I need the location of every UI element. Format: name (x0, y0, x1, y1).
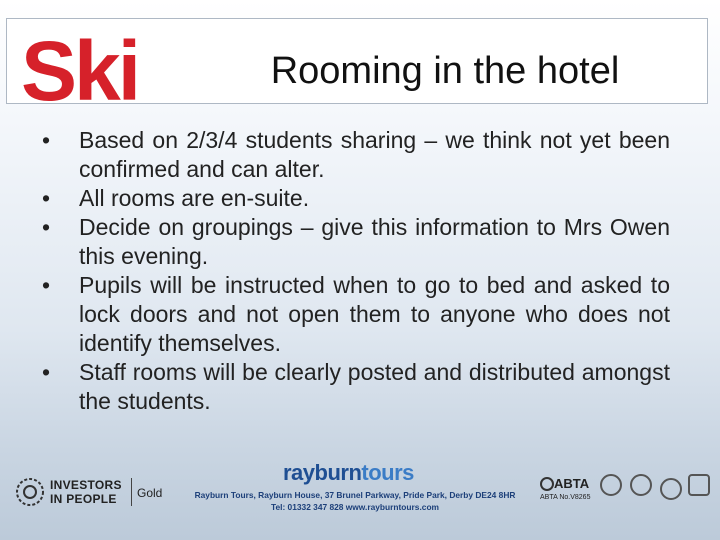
bullet-dot-icon: • (42, 214, 51, 240)
iip-text: INVESTORS IN PEOPLE (50, 478, 122, 506)
abta-icon (540, 476, 554, 492)
bullet-item (28, 213, 670, 271)
bullet-dot-icon: • (42, 127, 51, 153)
rayburn-contact: Tel: 01332 347 828 www.rayburntours.com (270, 502, 440, 512)
investors-in-people-icon (14, 472, 46, 512)
bullet-text: All rooms are en-suite. (79, 185, 310, 211)
cert-badge-icon (630, 474, 652, 496)
ski-logo: Ski (21, 24, 139, 118)
bullet-dot-icon: • (42, 272, 51, 298)
scheme-badge-icon (688, 474, 710, 496)
bullet-item (28, 184, 670, 213)
bullet-item (28, 271, 670, 358)
bullet-item (28, 358, 670, 416)
bullet-dot-icon: • (42, 185, 51, 211)
bullet-text: Based on 2/3/4 students sharing – we think not yet been confirmed and can alter. (79, 127, 670, 182)
bullet-dot-icon: • (42, 359, 51, 385)
safety-badge-icon (660, 478, 682, 500)
bullet-text: Decide on groupings – give this information to Mrs Owen this evening. (79, 214, 670, 269)
iip-level: Gold (137, 486, 163, 500)
header-box (6, 18, 708, 118)
bullet-list (28, 126, 670, 416)
footer (0, 452, 720, 540)
cert-badge-icon (600, 474, 622, 496)
slide-title: Rooming in the hotel (270, 50, 620, 92)
investors-in-people-logo (14, 472, 184, 512)
iip-divider (131, 478, 132, 506)
abta-logo: ABTA ABTA No.V8265 (540, 476, 591, 501)
bullet-text: Pupils will be instructed when to go to bed and asked to lock doors and not open them to anyone who does not identify themselves. (79, 272, 670, 356)
bullet-item (28, 126, 670, 184)
rayburn-tours-logo: rayburntours (283, 460, 414, 485)
bullet-text: Staff rooms will be clearly posted and distributed amongst the students. (79, 359, 670, 414)
rayburn-address: Rayburn Tours, Rayburn House, 37 Brunel Parkway, Pride Park, Derby DE24 8HR (194, 490, 516, 500)
